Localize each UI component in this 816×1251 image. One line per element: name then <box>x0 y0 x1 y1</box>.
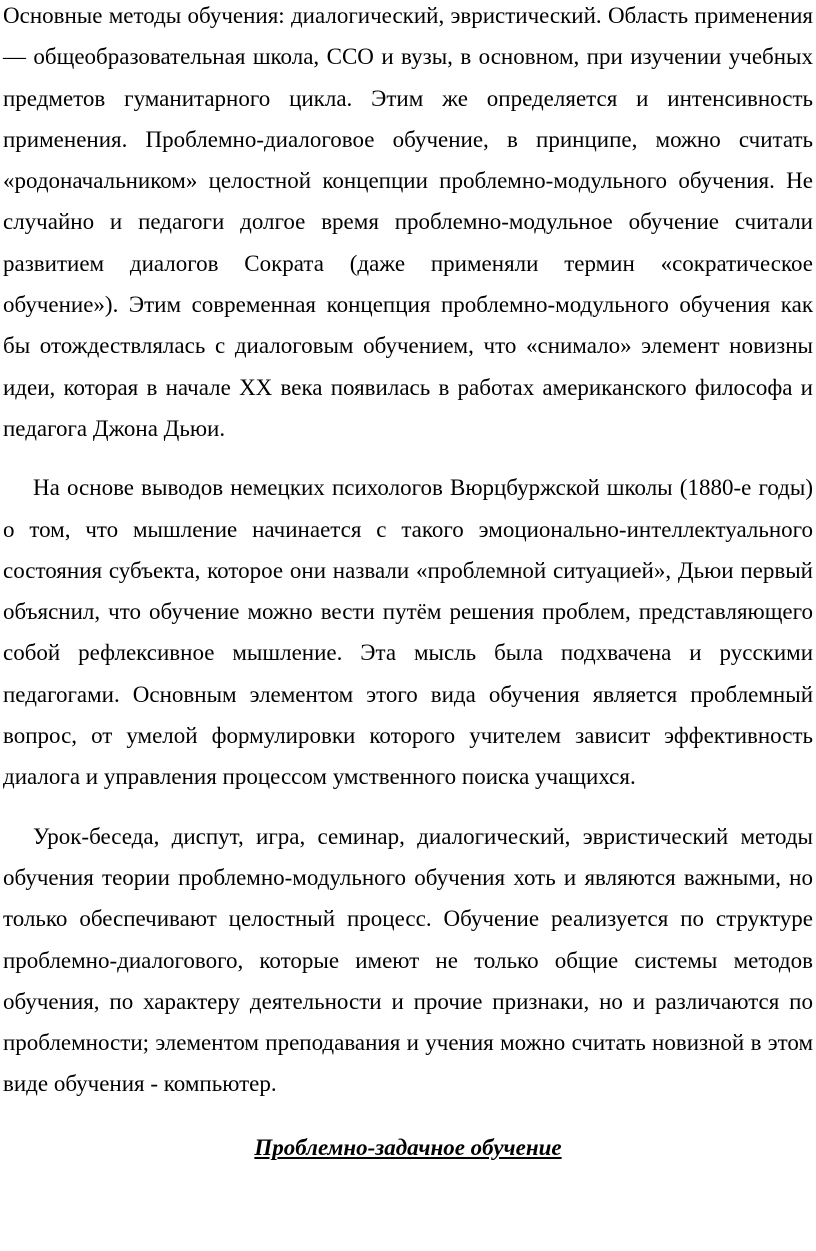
paragraph-1: Основные методы обучения: диалогический, эвристический. Область применения — общеобразовательная школа, ССО и вузы, в основном, при изучении учебных предметов гуманитарного цикла. Этим же определяется и интенсивность применения. Проблемно-диалоговое обучение, в принципе, можно считать «родоначальником» целостной концепции проблемно-модульного обучения. Не случайно и педагоги долгое время проблемно-модульное обучение считали развитием диалогов Сократа (даже применяли термин «сократическое обучение»). Этим современная концепция проблемно-модульного обучения как бы отождествлялась с диалоговым обучением, что «снимало» элемент новизны идеи, которая в начале XX века появилась в работах американского философа и педагога Джона Дьюи. <box>3 3 813 441</box>
section-heading: Проблемно-задачное обучение <box>254 1134 562 1160</box>
paragraph-2: На основе выводов немецких психологов Вюрцбуржской школы (1880-е годы) о том, что мышление начинается с такого эмоционально-интеллектуального состояния субъекта, которое они назвали «проблемной ситуацией», Дьюи первый объяснил, что обучение можно вести путём решения проблем, представляющего собой рефлексивное мышление. Эта мысль была подхвачена и русскими педагогами. Основным элементом этого вида обучения является проблемный вопрос, от умелой формулировки которого учителем зависит эффективность диалога и управления процессом умственного поиска учащихся. <box>3 475 813 790</box>
paragraph-3: Урок-беседа, диспут, игра, семинар, диалогический, эвристический методы обучения теории проблемно-модульного обучения хоть и являются важными, но только обеспечивают целостный процесс. Обучение реализуется по структуре проблемно-диалогового, которые имеют не только общие системы методов обучения, по характеру деятельности и прочие признаки, но и различаются по проблемности; элементом преподавания и учения можно считать новизной в этом виде обучения - компьютер. <box>3 823 813 1097</box>
